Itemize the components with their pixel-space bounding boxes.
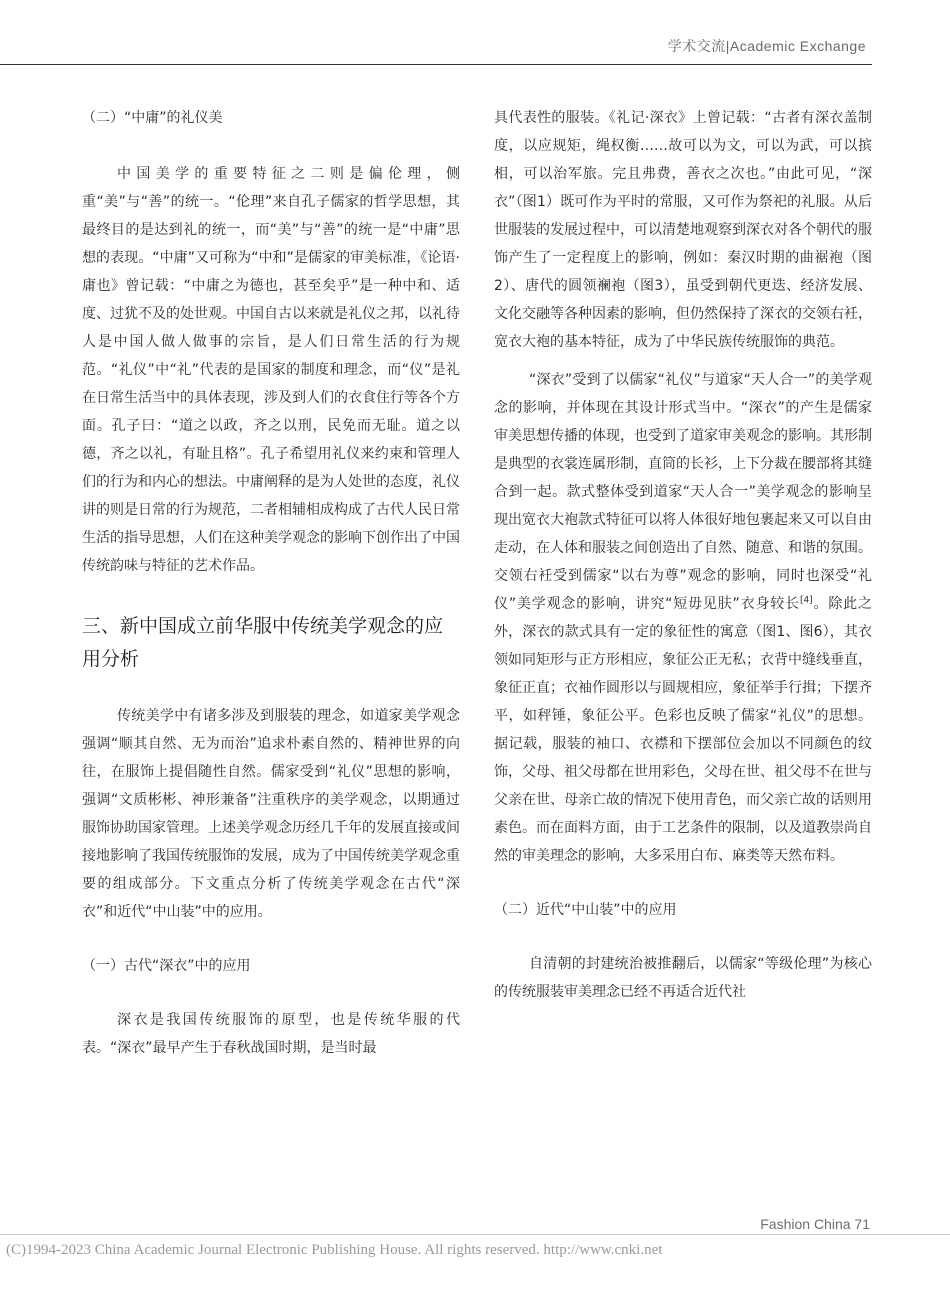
- paragraph-zhongshan-start: 自清朝的封建统治被推翻后，以儒家“等级伦理”为核心的传统服装审美理念已经不再适合近代社: [494, 956, 872, 1000]
- subheading-shenyi: （一）古代“深衣”中的应用: [82, 958, 251, 974]
- copyright-watermark: (C)1994-2023 China Academic Journal Electronic Publishing House. All rights reserved. http://www.cnki.net: [6, 1242, 663, 1258]
- paragraph-shenyi-start: 深衣是我国传统服饰的原型，也是传统华服的代表。“深衣”最早产生于春秋战国时期，是当时最: [82, 1012, 460, 1056]
- left-column: [82, 104, 460, 1062]
- paragraph-text-part-2: 。除此之外，深衣的款式具有一定的象征性的寓意（图1、图6），其衣领如同矩形与正方形相应，象征公正无私；衣背中缝线垂直，象征正直；衣袖作圆形以与圆规相应，象征举手行揖；下摆齐平，如秤锤，象征公平。色彩也反映了儒家“礼仪”的思想。据记载，服装的袖口、衣襟和下摆部位会加以不同颜色的纹饰，父母、祖父母都在世用彩色，父母在世、祖父母不在世与父亲在世、母亲亡故的情况下使用青色，而父亲亡故的话则用素色。而在面料方面，由于工艺条件的限制，以及道教崇尚自然的审美理念的影响，大多采用白布、麻类等天然布料。: [494, 596, 872, 864]
- paragraph-text-part-1: “深衣”受到了以儒家“礼仪”与道家“天人合一”的美学观念的影响，并体现在其设计形式当中。“深衣”的产生是儒家审美思想传播的体现，也受到了道家审美观念的影响。其形制是典型的衣裳连属形制，直筒的长衫，上下分裁在腰部将其缝合到一起。款式整体受到道家“天人合一”美学观念的影响呈现出宽衣大袍款式特征可以将人体很好地包裹起来又可以自由走动，在人体和服装之间创造出了自然、随意、和谐的氛围。交领右衽受到儒家“以右为尊”观念的影响，同时也深受“礼仪”美学观念的影响，讲究“短毋见肤”衣身较长: [494, 372, 872, 612]
- paragraph-shenyi-design: [494, 366, 872, 870]
- footer-rule: [0, 1234, 950, 1235]
- header-rule: [0, 64, 872, 65]
- subheading-zhongyong: （二）“中庸”的礼仪美: [82, 110, 223, 126]
- page-number-label: Fashion China 71: [760, 1216, 870, 1232]
- right-column: [494, 104, 872, 1006]
- citation-marker: [4]: [799, 595, 813, 606]
- section-title: 三、新中国成立前华服中传统美学观念的应用分析: [82, 615, 444, 670]
- paragraph-zhongyong: 中国美学的重要特征之二则是偏伦理，侧重“美”与“善”的统一。“伦理”来自孔子儒家的哲学思想，其最终目的是达到礼的统一，而“美”与“善”的统一是“中庸”思想的表现。“中庸”又可称为“中和”是儒家的审美标准，《论语·庸也》曾记载：“中庸之为德也，甚至矣乎”是一种中和、适度、过犹不及的处世观。中国自古以来就是礼仪之邦，以礼待人是中国人做人做事的宗旨，是人们日常生活的行为规范。“礼仪”中“礼”代表的是国家的制度和理念，而“仪”是礼在日常生活当中的具体表现，涉及到人们的衣食住行等各个方面。孔子曰：“道之以政，齐之以刑，民免而无耻。道之以德，齐之以礼，有耻且格”。孔子希望用礼仪来约束和管理人们的行为和内心的想法。中庸阐释的是为人处世的态度，礼仪讲的则是日常的行为规范，二者相辅相成构成了古代人民日常生活的指导思想，人们在这种美学观念的影响下创作出了中国传统韵味与特征的艺术作品。: [82, 166, 460, 574]
- journal-section-title: 学术交流|Academic Exchange: [667, 38, 866, 54]
- subheading-zhongshan: （二）近代“中山装”中的应用: [494, 902, 677, 918]
- paragraph-shenyi-continued: 具代表性的服装。《礼记·深衣》上曾记载：“古者有深衣盖制度，以应规矩，绳权衡……故可以为文，可以为武，可以摈相，可以治军旅。完且弗费，善衣之次也。”由此可见，“深衣”（图1）既可作为平时的常服，又可作为祭祀的礼服。从后世服装的发展过程中，可以清楚地观察到深衣对各个朝代的服饰产生了一定程度上的影响，例如：秦汉时期的曲裾袍（图2）、唐代的圆领襕袍（图3），虽受到朝代更迭、经济发展、文化交融等各种因素的影响，但仍然保持了深衣的交领右衽，宽衣大袍的基本特征，成为了中华民族传统服饰的典范。: [494, 110, 872, 350]
- page-header: [0, 0, 950, 70]
- paragraph-aesthetics-intro: 传统美学中有诸多涉及到服装的理念，如道家美学观念强调“顺其自然、无为而治”追求朴素自然的、精神世界的向往，在服饰上提倡随性自然。儒家受到“礼仪”思想的影响，强调“文质彬彬、神形兼备”注重秩序的美学观念，以期通过服饰协助国家管理。上述美学观念历经几千年的发展直接或间接地影响了我国传统服饰的发展，成为了中国传统美学观念重要的组成部分。下文重点分析了传统美学观念在古代“深衣”和近代“中山装”中的应用。: [82, 708, 460, 920]
